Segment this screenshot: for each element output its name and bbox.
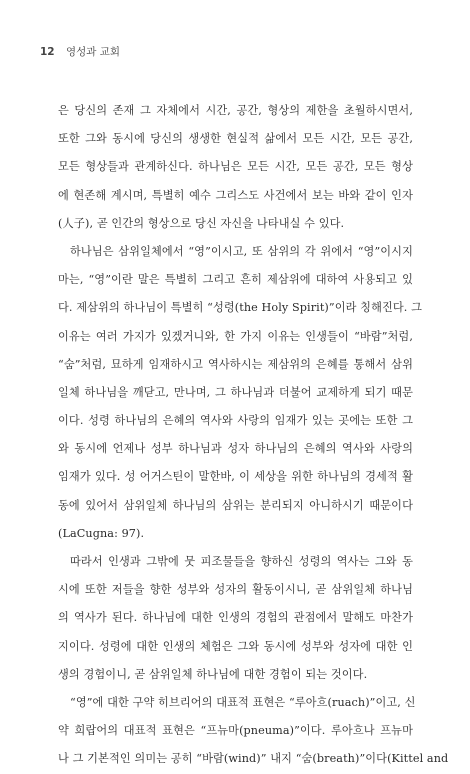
text-line: 또한 그와 동시에 당신의 생생한 현실적 삶에서 모든 시간, 모든 공간, bbox=[58, 132, 413, 146]
text-line: 은 당신의 존재 그 자체에서 시간, 공간, 형상의 제한을 초월하시면서, bbox=[58, 104, 413, 117]
paragraph bbox=[58, 548, 413, 689]
text-line: (LaCugna: 97). bbox=[58, 526, 145, 540]
text-line: 생의 경험이니, 곧 삼위일체 하나님에 대한 경험이 되는 것이다. bbox=[58, 667, 368, 681]
text-line: 하나님은 삼위일체에서 “영”이시고, 또 삼위의 각 위에서 “영”이시지 bbox=[70, 244, 413, 258]
text-line: 따라서 인생과 그밖에 뭇 피조물들을 향하신 성령의 역사는 그와 동 bbox=[70, 555, 413, 568]
paragraph bbox=[58, 238, 423, 548]
text-line: “숨”처럼, 묘하게 임재하시고 역사하시는 제삼위의 은혜를 통해서 삼위 bbox=[58, 357, 413, 371]
text-line: 마는, “영”이란 말은 특별히 그리고 흔히 제삼위에 대하여 사용되고 있 bbox=[58, 273, 413, 287]
text-line: 에 현존해 계시며, 특별히 예수 그리스도 사건에서 보는 바와 같이 인자 bbox=[58, 188, 413, 202]
text-line: 다. 제삼위의 하나님이 특별히 “성령(the Holy Spirit)”이라 칭해진다. 그 bbox=[58, 301, 423, 315]
text-line: (人子), 곧 인간의 형상으로 당신 자신을 나타내실 수 있다. bbox=[58, 216, 345, 230]
running-title: 영성과 교회 bbox=[65, 46, 121, 58]
text-line: 이다. 성령 하나님의 은혜의 역사와 사랑의 임재가 있는 곳에는 또한 그 bbox=[58, 414, 413, 428]
text-line: 이유는 여러 가지가 있겠거니와, 한 가지 이유는 인생들이 “바람”처럼, bbox=[58, 329, 413, 343]
text-line: 동에 있어서 삼위일체 하나님의 삼위는 분리되지 아니하시기 때문이다 bbox=[58, 498, 413, 512]
text-line: 의 역사가 된다. 하나님에 대한 인생의 경험의 관점에서 말해도 마찬가 bbox=[58, 611, 413, 625]
text-line: 약 희랍어의 대표적 표현은 “프뉴마(pneuma)”이다. 루아흐나 프뉴마 bbox=[58, 724, 413, 738]
running-header bbox=[40, 44, 120, 59]
text-line: 지이다. 성령에 대한 인생의 체험은 그와 동시에 성부와 성자에 대한 인 bbox=[58, 639, 413, 653]
text-line: 와 동시에 언제나 성부 하나님과 성자 하나님의 은혜의 역사와 사랑의 bbox=[58, 442, 413, 456]
paragraph bbox=[58, 97, 413, 238]
text-line: 모든 형상들과 관계하신다. 하나님은 모든 시간, 모든 공간, 모든 형상 bbox=[58, 160, 413, 174]
text-line: 임재가 있다. 성 어거스틴이 말한바, 이 세상을 위한 하나님의 경세적 활 bbox=[58, 470, 413, 484]
text-line: “영”에 대한 구약 히브리어의 대표적 표현은 “루아흐(ruach)”이고, 신 bbox=[70, 695, 416, 709]
text-line: 일체 하나님을 깨닫고, 만나며, 그 하나님과 더불어 교제하게 되기 때문 bbox=[58, 385, 413, 399]
text-line: 시에 또한 저들을 향한 성부와 성자의 활동이시니, 곧 삼위일체 하나님 bbox=[58, 583, 413, 597]
page-number: 12 bbox=[40, 46, 55, 58]
paragraph bbox=[58, 689, 449, 774]
body-text bbox=[58, 97, 449, 774]
text-line: 나 그 기본적인 의미는 공히 “바람(wind)” 내지 “숨(breath)”이다(Kittel and bbox=[58, 752, 449, 766]
